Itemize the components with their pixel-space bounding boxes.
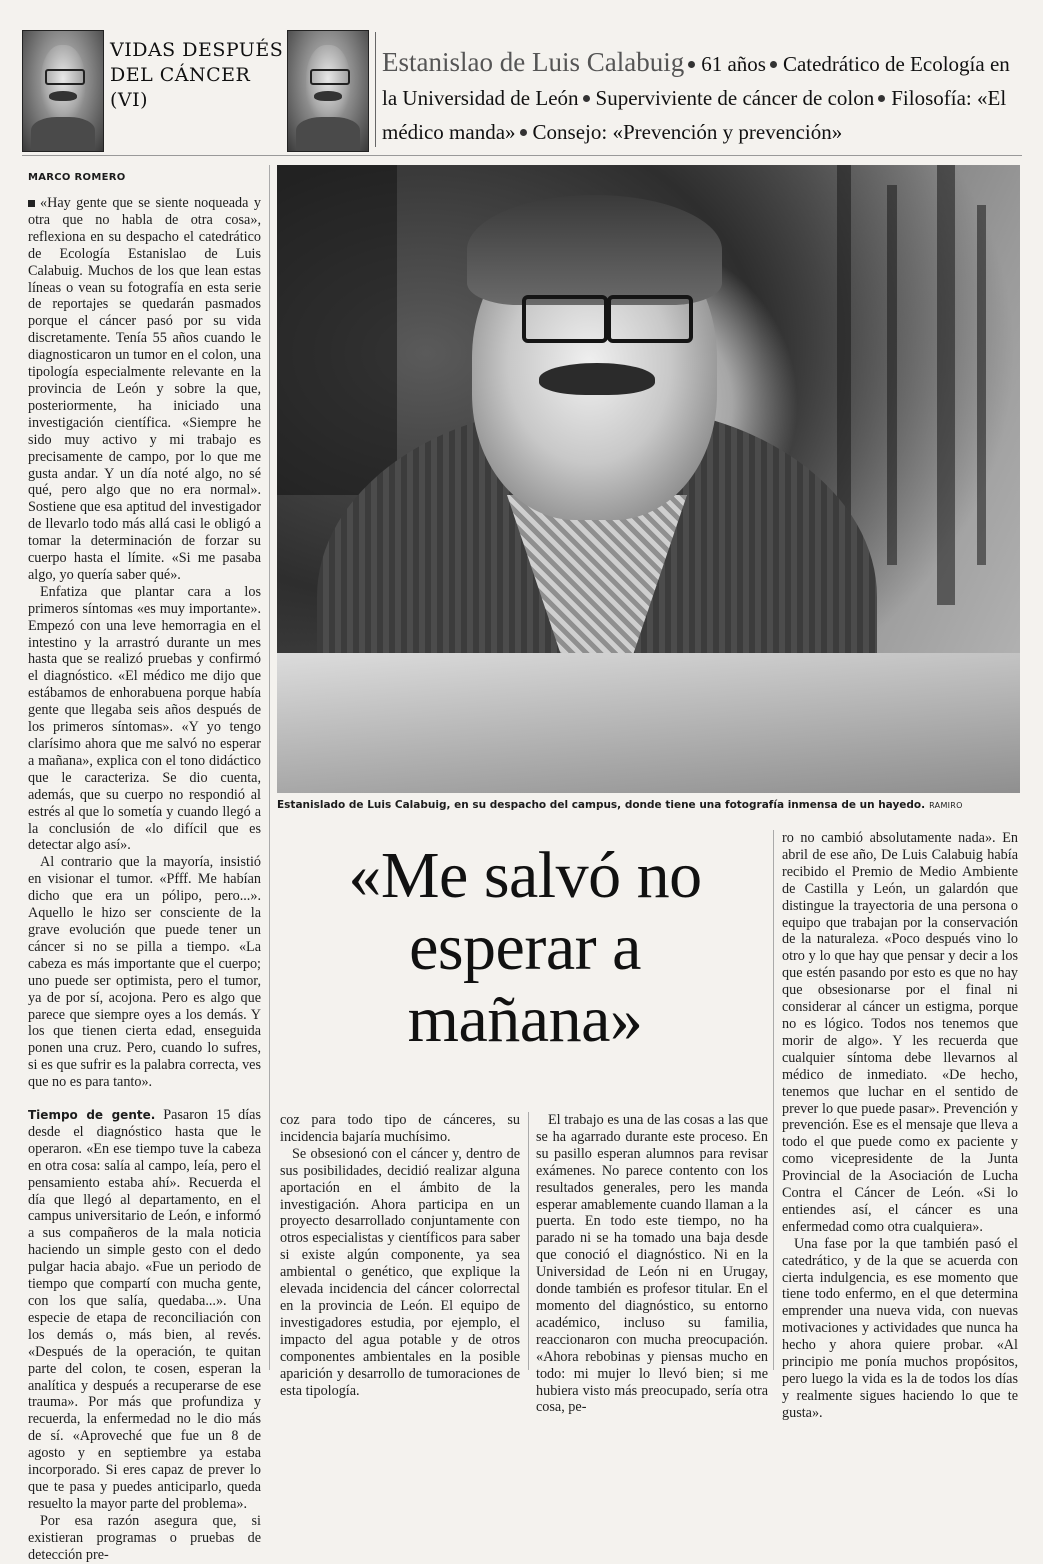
column-divider <box>269 165 270 1370</box>
profile-role: Catedrático de Ecología en la Universidad de León <box>382 52 1010 110</box>
bullet-icon <box>688 61 695 68</box>
paragraph: Se obsesionó con el cáncer y, dentro de sus posibilidades, decidió realizar alguna aportación en el ámbito de la investigación. Ahora participa en un proyecto desarrollado conjuntamente con otros especialistas y científicos para saber si existe algún componente, ya sea ambiental o genético, que explique la elevada incidencia del cáncer colorrectal en la provincia de León. El equipo de investigadores estudia, por ejemplo, el impacto del agua potable y de otros componentes ambientales en la posible aparición y desarrollo de tumoraciones de esta tipología. <box>280 1145 520 1399</box>
main-photo <box>277 165 1020 793</box>
column-divider <box>773 830 774 1370</box>
series-thumbnail-left <box>22 30 104 152</box>
photo-credit: RAMIRO <box>929 801 963 810</box>
paragraph: El trabajo es una de las cosas a las que se ha agarrado durante este proceso. En su pasillo esperan alumnos para revisar exámenes. No parece contento con los resultados generales, pero les manda esperar amablemente cuando llaman a la puerta. En todo este tiempo, no ha parado ni se ha tomado una baja desde que conoció el diagnóstico. Ni en la Universidad de León ni en Urugay, donde también es profesor titular. En el momento del diagnóstico, su entorno académico, incluso su familia, reaccionaron con mucha preocupación. «Ahora rebobinas y piensas mucho en todo: mi mujer lo llevó bien; si me hubiera visto más preocupado, sería otra cosa, pe- <box>536 1112 768 1416</box>
column-3 <box>536 1112 768 1416</box>
paragraph: Tiempo de gente. Pasaron 15 días desde el diagnóstico hasta que le operaron. «En ese tiempo tuve la cabeza en otra cosa: salía al campo, leía, pero el pensamiento estaba ahí». Recuerda el día que llegó al departamento, en el campus universitario de León, e informó a sus compañeros de la mala noticia haciendo un simple gesto con el dedo pulgar hacia abajo. «Fue un periodo de tiempo que compartí con mucha gente, con los que salía, quedaba...». Una especie de etapa de reconciliación con los demás o, más bien, al revés. «Después de la operación, te quitan parte del colon, te cosen, esperan la analítica y después a recuperarse de ese trauma». Por más que profundiza y recuerda, la enfermedad no le dio más de sí. «Aproveché que fue un 8 de agosto y en septiembre ya estaba incorporado. Si eres capaz de prever lo que te pasa y puedes anticiparlo, queda resuelto la mayor parte del problema». <box>28 1107 261 1512</box>
column-4 <box>782 830 1018 1422</box>
headline-line2: esperar a <box>409 911 641 984</box>
profile-advice: Consejo: «Prevención y prevención» <box>532 120 843 144</box>
column-2 <box>280 1112 520 1399</box>
paragraph: Enfatiza que plantar cara a los primeros síntomas «es muy importante». Empezó con una leve hemorragia en el intestino y la arrastró durante un mes hasta que se realizó pruebas y confirmó el diagnóstico. «El médico me dijo que estábamos de enhorabuena porque había gente que llegaba seis años después de los primeros síntomas». «Y yo tengo clarísimo ahora que me salvó no esperar a mañana», explica con el tono didáctico que le caracteriza. Se dio cuenta, además, que su cuerpo no respondió al estrés al que lo sometía y cuando llegó a la conclusión de «lo difícil que es detectar algo así». <box>28 583 261 854</box>
series-title <box>110 38 285 113</box>
profile-summary <box>382 45 1022 149</box>
series-title-line1: VIDAS DESPUÉS <box>110 39 284 61</box>
headline-line3: mañana» <box>407 983 643 1056</box>
byline: MARCO ROMERO <box>28 172 126 183</box>
profile-survivor: Superviviente de cáncer de colon <box>595 86 875 110</box>
section-lead-in: Tiempo de gente. <box>28 1108 156 1123</box>
series-title-line2: DEL CÁNCER (VI) <box>110 64 251 111</box>
photo-caption <box>277 799 1022 811</box>
top-rule <box>22 155 1022 156</box>
profile-age: 61 años <box>701 52 766 76</box>
article-start-square-icon <box>28 200 35 207</box>
profile-philosophy: Filosofía: «El médico manda» <box>382 86 1007 144</box>
article-headline <box>280 840 770 1056</box>
paragraph: «Hay gente que se siente noqueada y otra que no habla de otra cosa», reflexiona en su despacho el catedrático de Ecología Estanislao de Luis Calabuig. Muchos de los que lean estas líneas o vean su fotografía en esta serie de reportajes se quedarán pasmados porque el cáncer pasó por su vida discretamente. Tenía 55 años cuando le diagnosticaron un tumor en el colon, una tipología especialmente relevante en la provincia de León y sobre la que, posteriormente, ha iniciado una investigación científica. «Siempre he sido muy activo y mi trabajo es precisamente de campo, por lo que me gusta andar. Y un día noté algo, no sé qué, pero algo que no era normal». Sostiene que esa aptitud del investigador de llevarlo todo más allá casi le obligó a tomar la determinación de forzar su cuerpo hasta el límite. «Si me pasaba algo, yo quería saber qué». <box>28 195 261 583</box>
profile-thumbnail <box>287 30 369 152</box>
paragraph: Una fase por la que también pasó el catedrático, y de la que se acuerda con cierta indulgencia, es ese momento que tiene todo enfermo, en el que determina emprender una nueva vida, con nuevas motivaciones y actividades que nunca ha hecho y ahora quiere probar. «Al principio me ponía muchos propósitos, pero luego la vida es la de todos los días y realmente sigues haciendo lo que te gusta». <box>782 1235 1018 1421</box>
bullet-icon <box>520 129 527 136</box>
header-divider <box>375 32 376 147</box>
column-divider <box>528 1112 529 1370</box>
paragraph: ro no cambió absolutamente nada». En abril de ese año, De Luis Calabuig había recibido el Premio de Medio Ambiente de Castilla y León, un galardón que distingue la trayectoria de una persona o equipo que trabajan por la conservación de la naturaleza. «Poco después vino lo otro y lo que hay que pensar y decir a los que estén pasando por esto es que no hay que obsesionarse por el final ni considerar al cáncer un estigma, porque no es lógico. Todos nos tenemos que morir de algo». Y les recuerda que cualquier síntoma debe llevarnos al médico de inmediato. «De hecho, tenemos que luchar en el sentido de prever lo que puede pasar». Prevención y prevención. Ese es el mensaje que lleva a todo el que puede como ex paciente y como vicepresidente de la Junta Provincial de la Asociación de Lucha Contra el Cáncer de León. «Si lo entiendes así, el cáncer es una enfermedad como otra cualquiera». <box>782 830 1018 1235</box>
photo-caption-text: Estanislado de Luis Calabuig, en su despacho del campus, donde tiene una fotografía inmensa de un hayedo. <box>277 799 926 811</box>
paragraph: coz para todo tipo de cánceres, su incidencia bajaría muchísimo. <box>280 1112 520 1145</box>
paragraph: Por esa razón asegura que, si existieran programas o pruebas de detección pre- <box>28 1512 261 1563</box>
bullet-icon <box>583 95 590 102</box>
profile-name: Estanislao de Luis Calabuig <box>382 47 685 77</box>
bullet-icon <box>770 61 777 68</box>
bullet-icon <box>878 95 885 102</box>
headline-line1: «Me salvó no <box>348 839 702 912</box>
paragraph: Al contrario que la mayoría, insistió en visionar el tumor. «Pfff. Me habían dicho que era un pólipo, pero...». Aquello le hizo ser consciente de la grave evolución que puede tener un cáncer si no se pilla a tiempo. «La cabeza es más importante que el cuerpo; uno puede ser optimista, pero el tumor, ya de por sí, acojona. Pero es algo que parece que siempre oyes a los demás. Y los que tienen cierta edad, enseguida ponen una cruz. Pero, cuando lo sufres, si es que sufrir es la palabra correcta, ves que no es para tanto». <box>28 854 261 1091</box>
column-1 <box>28 195 261 1564</box>
